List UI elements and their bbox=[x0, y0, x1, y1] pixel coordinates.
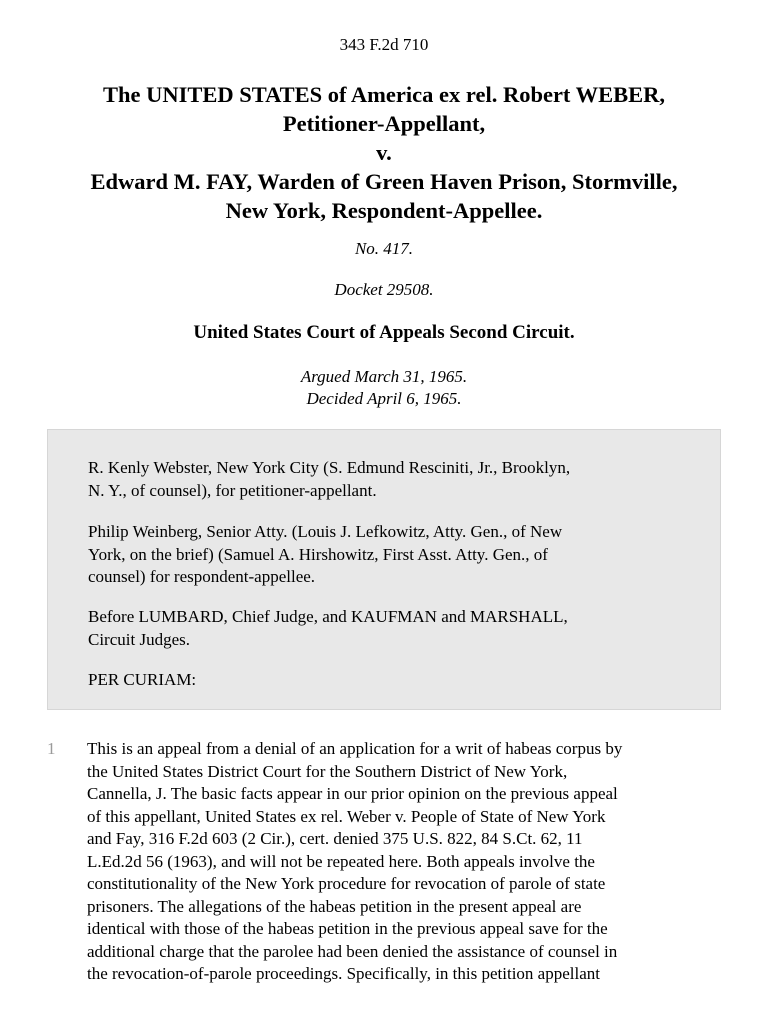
case-citation: 343 F.2d 710 bbox=[339, 35, 429, 54]
case-title-line: The UNITED STATES of America ex rel. Robert WEBER, bbox=[102, 82, 666, 107]
paragraph-line: prisoners. The allegations of the habeas petition in the present appeal are bbox=[87, 896, 582, 916]
case-title-line: Edward M. FAY, Warden of Green Haven Prison, Stormville, bbox=[90, 169, 678, 194]
opinion-paragraph bbox=[87, 738, 747, 986]
case-title-line: Petitioner-Appellant, bbox=[282, 111, 486, 136]
paragraph-line: L.Ed.2d 56 (1963), and will not be repeated here. Both appeals involve the bbox=[87, 851, 595, 871]
paragraph-line: This is an appeal from a denial of an application for a writ of habeas corpus by bbox=[87, 739, 623, 758]
counsel-line: Philip Weinberg, Senior Atty. (Louis J. Lefkowitz, Atty. Gen., of New bbox=[88, 522, 563, 541]
paragraph-line: the revocation-of-parole proceedings. Specifically, in this petition appellant bbox=[87, 964, 600, 983]
case-title bbox=[30, 80, 738, 225]
counsel-line: counsel) for respondent-appellee. bbox=[88, 567, 316, 586]
case-dates bbox=[0, 366, 768, 410]
docket-number: Docket 29508. bbox=[334, 280, 434, 299]
counsel-line: York, on the brief) (Samuel A. Hirshowitz, First Asst. Atty. Gen., of bbox=[88, 544, 548, 564]
counsel-line: N. Y., of counsel), for petitioner-appellant. bbox=[88, 480, 377, 500]
counsel-appellant bbox=[88, 457, 570, 502]
case-title-line: v. bbox=[376, 140, 392, 165]
case-title-line: New York, Respondent-Appellee. bbox=[225, 198, 543, 223]
headnote-box bbox=[47, 429, 721, 710]
judges-line: Before LUMBARD, Chief Judge, and KAUFMAN and MARSHALL, bbox=[88, 607, 568, 626]
paragraph-line: of this appellant, United States ex rel. Weber v. People of State of New York bbox=[87, 806, 606, 826]
paragraph-line: identical with those of the habeas petition in the previous appeal save for the bbox=[87, 919, 608, 938]
paragraph-line: constitutionality of the New York procedure for revocation of parole of state bbox=[87, 874, 606, 893]
paragraph-number: 1 bbox=[47, 739, 56, 758]
counsel-line: R. Kenly Webster, New York City (S. Edmund Resciniti, Jr., Brooklyn, bbox=[88, 458, 571, 477]
counsel-appellee bbox=[88, 521, 562, 589]
paragraph-line: Cannella, J. The basic facts appear in our prior opinion on the previous appeal bbox=[87, 784, 618, 803]
argued-date: Argued March 31, 1965. bbox=[300, 367, 468, 386]
case-number: No. 417. bbox=[354, 239, 414, 258]
judges-panel bbox=[88, 606, 568, 651]
per-curiam-label: PER CURIAM: bbox=[88, 670, 197, 689]
decided-date: Decided April 6, 1965. bbox=[306, 389, 462, 408]
paragraph-line: and Fay, 316 F.2d 603 (2 Cir.), cert. denied 375 U.S. 822, 84 S.Ct. 62, 11 bbox=[87, 829, 583, 848]
paragraph-line: additional charge that the parolee had been denied the assistance of counsel in bbox=[87, 941, 618, 961]
paragraph-line: the United States District Court for the Southern District of New York, bbox=[87, 761, 568, 781]
court-name: United States Court of Appeals Second Circuit. bbox=[193, 322, 575, 343]
judges-line: Circuit Judges. bbox=[88, 629, 190, 649]
